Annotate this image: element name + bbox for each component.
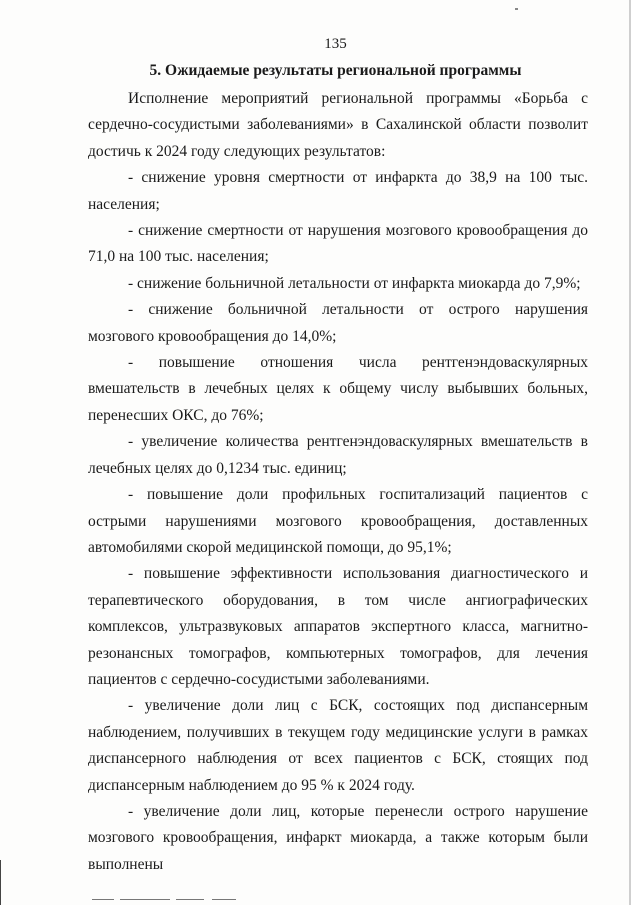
body-text <box>88 86 588 878</box>
paragraph-equipment-efficiency: - повышение эффективности использования диагностического и терапевтического оборудования, в том числе ангиографических комплексов, ультразвуковых аппаратов экспертного класса, магнитно-резонансных томографов, компьютерных томографов, для лечения пациентов с сердечно-сосудистыми заболеваниями. <box>88 565 588 688</box>
paragraph-lethality-stroke: - снижение больничной летальности от острого нарушения мозгового кровообращения до 14,0%; <box>88 301 588 345</box>
scan-artifact-dash <box>176 899 204 900</box>
paragraph-mortality-stroke: - снижение смертности от нарушения мозгового кровообращения до 71,0 на 100 тыс. населения; <box>88 222 588 266</box>
scan-artifact-dash <box>212 899 236 900</box>
scan-edge-left <box>0 860 1 905</box>
paragraph-profile-hospitalization: - повышение доли профильных госпитализаций пациентов с острыми нарушениями мозгового кровообращения, доставленных автомобилями скорой медицинской помощи, до 95,1%; <box>88 486 588 556</box>
paragraph-intro: Исполнение мероприятий региональной программы «Борьба с сердечно-сосудистыми заболеваниями» в Сахалинской области позволит достичь к 2024 году следующих результатов: <box>88 90 588 160</box>
scan-artifact <box>515 8 518 10</box>
scan-artifact-dash <box>120 899 170 900</box>
paragraph-mortality-infarction: - снижение уровня смертности от инфаркта до 38,9 на 100 тыс. населения; <box>88 169 588 213</box>
scan-artifact-dash <box>92 899 114 900</box>
paragraph-dispensary-share: - увеличение доли лиц с БСК, состоящих под диспансерным наблюдением, получивших в текущем году медицинские услуги в рамках диспансерного наблюдения от всех пациентов с БСК, стоящих под диспансерным наблюдением до 95 % к 2024 году. <box>88 697 588 794</box>
paragraph-lethality-infarction: - снижение больничной летальности от инфаркта миокарда до 7,9%; <box>128 274 581 292</box>
paragraph-stroke-survivors: - увеличение доли лиц, которые перенесли острого нарушение мозгового кровообращения, инфаркт миокарда, а также которым были выполнены <box>88 802 588 873</box>
section-title: 5. Ожидаемые результаты региональной программы <box>149 62 522 79</box>
page-number: 135 <box>324 36 347 52</box>
paragraph-endovascular-ratio: - повышение отношения числа рентгенэндоваскулярных вмешательств в лечебных целях к общему числу выбывших больных, перенесших ОКС, до 76%; <box>88 354 588 424</box>
paragraph-endovascular-count: - увеличение количества рентгенэндоваскулярных вмешательств в лечебных целях до 0,1234 тыс. единиц; <box>88 433 588 477</box>
